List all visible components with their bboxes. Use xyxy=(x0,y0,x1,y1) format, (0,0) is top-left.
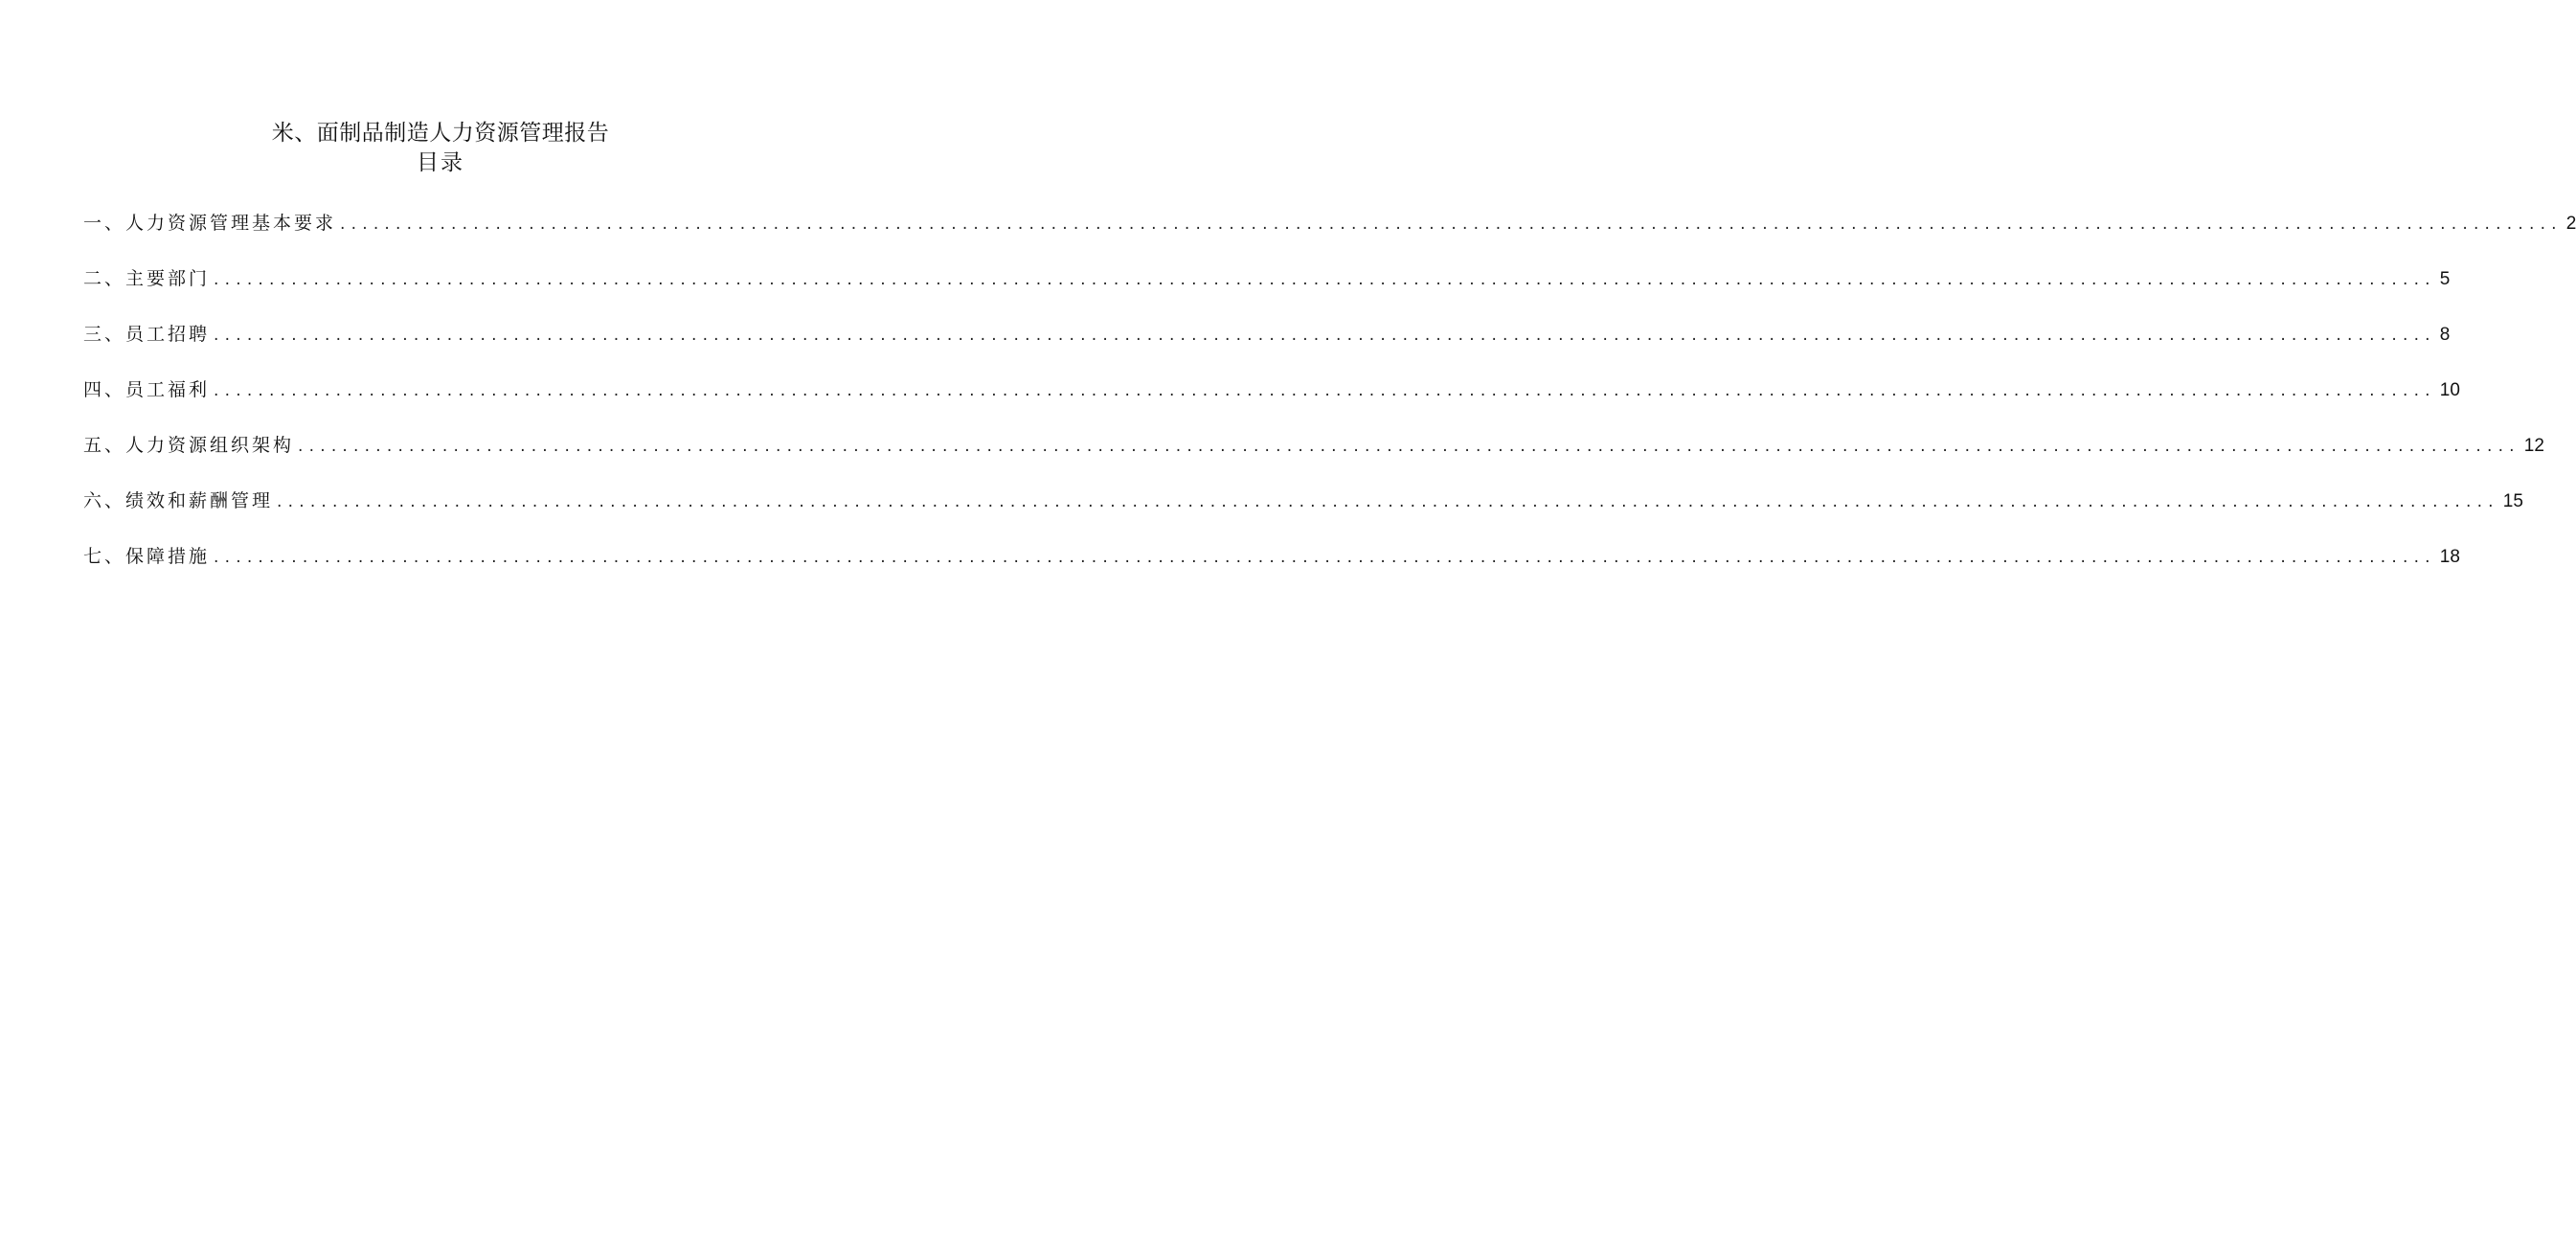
toc-entry-page: 15 xyxy=(2502,491,2523,511)
toc-entry[interactable] xyxy=(83,207,2576,262)
toc-entry-label: 三、员工招聘 xyxy=(83,324,211,345)
document-title: 米、面制品制造人力资源管理报告 xyxy=(271,121,610,146)
toc-entry[interactable] xyxy=(83,429,2544,485)
toc-entry[interactable] xyxy=(83,318,2451,374)
toc-dot-leader: ........................................................................................................................................................................................................ xyxy=(214,326,2436,345)
toc-entry-page: 18 xyxy=(2439,547,2460,567)
table-of-contents xyxy=(83,207,2576,596)
toc-entry[interactable] xyxy=(83,540,2460,596)
toc-entry-label: 六、绩效和薪酬管理 xyxy=(83,490,274,511)
toc-entry-label: 七、保障措施 xyxy=(83,546,211,567)
toc-entry-page: 12 xyxy=(2523,436,2544,456)
toc-heading: 目录 xyxy=(417,150,464,175)
toc-entry-page: 10 xyxy=(2439,380,2460,400)
toc-entry[interactable] xyxy=(83,262,2451,318)
toc-entry-label: 五、人力资源组织架构 xyxy=(83,435,295,456)
toc-dot-leader: ........................................................................................................................................................................................................ xyxy=(214,548,2436,567)
toc-dot-leader: ........................................................................................................................................................................................................ xyxy=(298,437,2520,456)
toc-dot-leader: ........................................................................................................................................................................................................ xyxy=(340,215,2563,234)
toc-entry-label: 二、主要部门 xyxy=(83,268,211,289)
toc-entry-page: 5 xyxy=(2439,269,2451,289)
toc-dot-leader: ........................................................................................................................................................................................................ xyxy=(214,270,2436,289)
toc-entry-page: 2 xyxy=(2565,214,2576,234)
toc-dot-leader: ........................................................................................................................................................................................................ xyxy=(277,492,2499,511)
toc-entry[interactable] xyxy=(83,374,2460,429)
toc-dot-leader: ........................................................................................................................................................................................................ xyxy=(214,381,2436,400)
toc-entry-label: 一、人力资源管理基本要求 xyxy=(83,213,337,234)
toc-entry-page: 8 xyxy=(2439,325,2451,345)
toc-entry-label: 四、员工福利 xyxy=(83,379,211,400)
toc-entry[interactable] xyxy=(83,485,2523,540)
